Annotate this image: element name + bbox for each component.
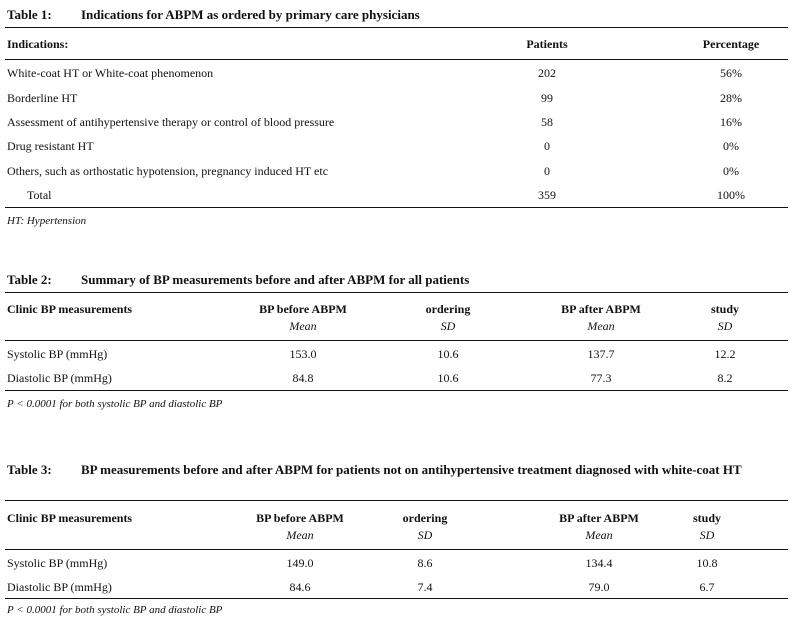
row-label: Assessment of antihypertensive therapy or control of blood pressure <box>7 115 335 129</box>
table-2-caption <box>5 271 788 288</box>
total-patients: 359 <box>538 188 556 202</box>
row-label: Others, such as orthostatic hypotension, pregnancy induced HT etc <box>7 164 329 178</box>
table-2 <box>5 270 788 420</box>
table-2-number: Table 2: <box>7 272 52 287</box>
row-label: Diastolic BP (mmHg) <box>7 371 112 385</box>
table-1-top-rule <box>5 27 788 28</box>
row-label: Systolic BP (mmHg) <box>7 347 108 361</box>
row-after-sd: 12.2 <box>714 347 736 361</box>
row-after-mean: 79.0 <box>588 580 610 594</box>
row-percentage: 0% <box>723 164 739 178</box>
table-3-header-rule <box>5 549 788 550</box>
table-2-header-clinic: Clinic BP measurements <box>7 302 133 316</box>
table-3-number: Table 3: <box>7 462 52 477</box>
table-2-header-study: study <box>710 302 739 316</box>
table-2-header-study-sd: SD <box>717 319 733 333</box>
table-3-header-after: BP after ABPM <box>559 511 639 525</box>
table-2-header-after-mean: Mean <box>587 319 615 333</box>
table-1-header-patients: Patients <box>526 37 568 51</box>
table-3-header-study-sd: SD <box>699 528 715 542</box>
table-2-header-ordering: ordering <box>425 302 471 316</box>
table-3-header-clinic: Clinic BP measurements <box>7 511 133 525</box>
table-2-top-rule <box>5 292 788 293</box>
row-before-mean: 149.0 <box>286 556 314 570</box>
table-3-header-ordering: ordering <box>402 511 448 525</box>
table-3-caption <box>5 461 788 478</box>
row-after-mean: 77.3 <box>590 371 612 385</box>
table-3-header-before-mean: Mean <box>286 528 314 542</box>
total-percentage: 100% <box>717 188 745 202</box>
table-2-header-before: BP before ABPM <box>259 302 347 316</box>
row-after-sd: 8.2 <box>717 371 733 385</box>
row-before-sd: 10.6 <box>437 347 459 361</box>
row-before-mean: 84.8 <box>292 371 314 385</box>
table-1-bottom-rule <box>5 207 788 208</box>
row-label: Drug resistant HT <box>7 139 94 153</box>
row-percentage: 0% <box>723 139 739 153</box>
row-before-sd: 7.4 <box>417 580 433 594</box>
table-3-title: BP measurements before and after ABPM for patients not on antihypertensive treatment diagnosed with white-coat HT <box>81 462 742 477</box>
row-label: Borderline HT <box>7 91 78 105</box>
row-patients: 0 <box>544 164 550 178</box>
row-label: Systolic BP (mmHg) <box>7 556 108 570</box>
row-before-mean: 84.6 <box>289 580 311 594</box>
table-3-header-after-mean: Mean <box>585 528 613 542</box>
table-2-header-before-mean: Mean <box>289 319 317 333</box>
row-percentage: 16% <box>720 115 742 129</box>
table-1-header-indications: Indications: <box>7 37 69 51</box>
row-patients: 202 <box>538 66 556 80</box>
table-1-title: Indications for ABPM as ordered by primary care physicians <box>81 7 420 22</box>
row-percentage: 28% <box>720 91 742 105</box>
row-patients: 99 <box>541 91 553 105</box>
table-3-bottom-rule <box>5 598 788 599</box>
table-1-header-rule <box>5 59 788 60</box>
table-3-top-rule <box>5 500 788 501</box>
table-3-footnote: P < 0.0001 for both systolic BP and diastolic BP <box>7 604 223 616</box>
row-before-mean: 153.0 <box>289 347 317 361</box>
table-3-header-before: BP before ABPM <box>256 511 344 525</box>
table-1-header-percentage: Percentage <box>702 37 760 51</box>
row-label: Diastolic BP (mmHg) <box>7 580 112 594</box>
table-2-header-rule <box>5 340 788 341</box>
row-before-sd: 8.6 <box>417 556 433 570</box>
row-after-sd: 6.7 <box>699 580 715 594</box>
table-2-header-after: BP after ABPM <box>561 302 641 316</box>
table-1 <box>5 5 788 230</box>
table-3 <box>5 460 788 620</box>
row-patients: 0 <box>544 139 550 153</box>
row-after-sd: 10.8 <box>696 556 718 570</box>
table-2-footnote: P < 0.0001 for both systolic BP and diastolic BP <box>7 398 223 410</box>
table-2-header-ordering-sd: SD <box>440 319 456 333</box>
table-1-caption <box>5 6 788 23</box>
table-2-bottom-rule <box>5 390 788 391</box>
table-1-number: Table 1: <box>7 7 52 22</box>
table-3-header-study: study <box>692 511 721 525</box>
row-patients: 58 <box>541 115 553 129</box>
total-label: Total <box>27 188 52 202</box>
table-1-footnote: HT: Hypertension <box>7 215 87 227</box>
table-3-header-ordering-sd: SD <box>417 528 433 542</box>
row-after-mean: 137.7 <box>587 347 615 361</box>
row-percentage: 56% <box>720 66 742 80</box>
row-before-sd: 10.6 <box>437 371 459 385</box>
row-label: White-coat HT or White-coat phenomenon <box>7 66 214 80</box>
row-after-mean: 134.4 <box>585 556 613 570</box>
table-2-title: Summary of BP measurements before and after ABPM for all patients <box>81 272 470 287</box>
